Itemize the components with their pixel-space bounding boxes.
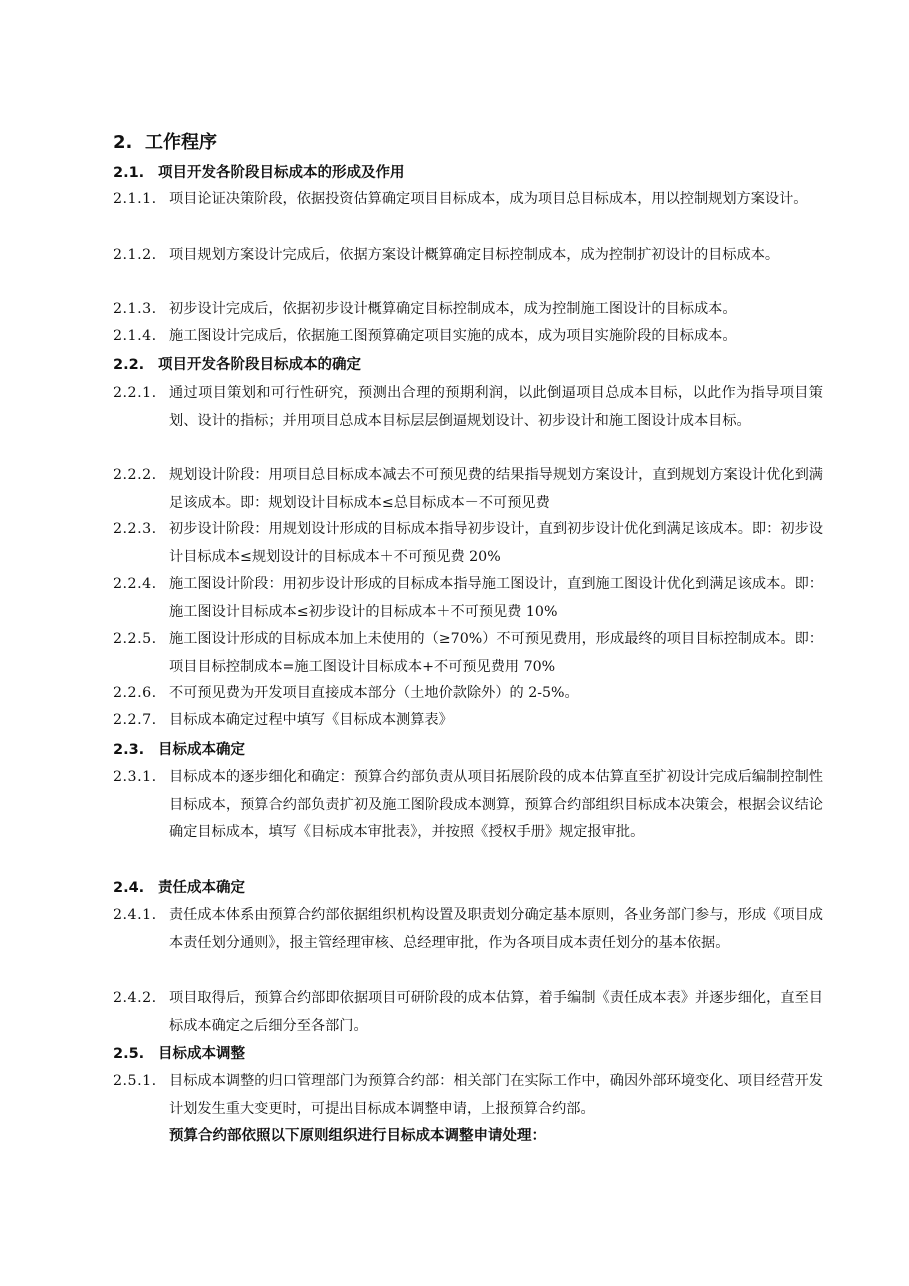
item-number: 2.1.4. xyxy=(113,328,157,344)
list-item-2-2-3 xyxy=(113,516,823,571)
item-number: 2.2.4. xyxy=(113,576,157,592)
item-number: 2.1.2. xyxy=(113,247,157,263)
item-text: 目标成本确定过程中填写《目标成本测算表》 xyxy=(169,712,453,728)
item-text: 目标成本调整的归口管理部门为预算合约部：相关部门在实际工作中，确因外部环境变化、项目经营开发计划发生重大变更时，可提出目标成本调整申请，上报预算合约部。 xyxy=(169,1073,823,1117)
list-item-2-2-7 xyxy=(113,707,823,735)
item-number: 2.2.1. xyxy=(113,385,157,401)
item-number: 2.2.7. xyxy=(113,712,157,728)
list-item-2-5-1 xyxy=(113,1068,823,1123)
item-number: 2.2.6. xyxy=(113,685,157,701)
list-item-2-2-5 xyxy=(113,626,823,681)
list-item-2-4-2 xyxy=(113,985,823,1040)
item-number: 2.4.2. xyxy=(113,990,157,1006)
subsection-title: 目标成本调整 xyxy=(158,1046,245,1062)
list-item-2-1-1 xyxy=(113,186,823,214)
list-item-2-1-4 xyxy=(113,323,823,351)
subsection-title: 项目开发各阶段目标成本的形成及作用 xyxy=(158,165,405,181)
bold-note: 预算合约部依照以下原则组织进行目标成本调整申请处理： xyxy=(169,1128,546,1144)
item-number: 2.1.1. xyxy=(113,191,157,207)
subsection-number: 2.3. xyxy=(113,742,145,758)
item-text: 通过项目策划和可行性研究，预测出合理的预期利润，以此倒逼项目总成本目标，以此作为指导项目策划、设计的指标；并用项目总成本目标层层倒逼规划设计、初步设计和施工图设计成本目标。 xyxy=(169,385,823,429)
item-text: 施工图设计阶段：用初步设计形成的目标成本指导施工图设计，直到施工图设计优化到满足该成本。即：施工图设计目标成本≤初步设计的目标成本＋不可预见费 10% xyxy=(169,576,823,620)
list-item-2-2-2 xyxy=(113,462,823,517)
section-title: 工作程序 xyxy=(145,132,217,153)
subsection-number: 2.5. xyxy=(113,1046,145,1062)
list-item-2-3-1 xyxy=(113,764,823,847)
list-item-2-2-1 xyxy=(113,380,823,435)
item-text: 项目取得后，预算合约部即依据项目可研阶段的成本估算，着手编制《责任成本表》并逐步细化，直至目标成本确定之后细分至各部门。 xyxy=(169,990,823,1034)
subsection-number: 2.4. xyxy=(113,880,145,896)
item-number: 2.2.5. xyxy=(113,631,157,647)
subsection-title: 项目开发各阶段目标成本的确定 xyxy=(158,357,361,373)
item-text: 初步设计完成后，依据初步设计概算确定目标控制成本，成为控制施工图设计的目标成本。 xyxy=(169,301,737,317)
item-text: 项目规划方案设计完成后，依据方案设计概算确定目标控制成本，成为控制扩初设计的目标成本。 xyxy=(169,247,780,263)
subsection-title: 责任成本确定 xyxy=(158,880,245,896)
section-heading xyxy=(113,130,217,156)
item-text: 施工图设计完成后，依据施工图预算确定项目实施的成本，成为项目实施阶段的目标成本。 xyxy=(169,328,737,344)
subsection-heading-2-2 xyxy=(113,354,361,376)
item-text: 项目论证决策阶段，依据投资估算确定项目目标成本，成为项目总目标成本，用以控制规划方案设计。 xyxy=(169,191,808,207)
list-item-2-1-3 xyxy=(113,296,823,324)
section-number: 2. xyxy=(113,132,133,153)
list-item-2-2-6 xyxy=(113,680,823,708)
list-item-2-1-2 xyxy=(113,242,823,270)
subsection-heading-2-4 xyxy=(113,877,245,899)
item-text: 责任成本体系由预算合约部依据组织机构设置及职责划分确定基本原则，各业务部门参与，形成《项目成本责任划分通则》，报主管经理审核、总经理审批，作为各项目成本责任划分的基本依据。 xyxy=(169,907,823,951)
list-item-2-4-1 xyxy=(113,902,823,957)
item-text: 施工图设计形成的目标成本加上未使用的（≥70%）不可预见费用，形成最终的项目目标控制成本。即：项目目标控制成本=施工图设计目标成本+不可预见费用 70% xyxy=(169,631,823,675)
subsection-number: 2.1. xyxy=(113,165,145,181)
subsection-title: 目标成本确定 xyxy=(158,742,245,758)
item-text: 规划设计阶段：用项目总目标成本减去不可预见费的结果指导规划方案设计，直到规划方案设计优化到满足该成本。即：规划设计目标成本≤总目标成本－不可预见费 xyxy=(169,467,823,511)
item-text: 不可预见费为开发项目直接成本部分（土地价款除外）的 2-5%。 xyxy=(169,685,579,701)
subsection-heading-2-1 xyxy=(113,162,405,184)
subsection-heading-2-5 xyxy=(113,1043,245,1065)
item-text: 初步设计阶段：用规划设计形成的目标成本指导初步设计，直到初步设计优化到满足该成本。即：初步设计目标成本≤规划设计的目标成本＋不可预见费 20% xyxy=(169,521,823,565)
subsection-heading-2-3 xyxy=(113,739,245,761)
item-number: 2.4.1. xyxy=(113,907,157,923)
item-number: 2.2.2. xyxy=(113,467,157,483)
item-number: 2.5.1. xyxy=(113,1073,157,1089)
item-number: 2.2.3. xyxy=(113,521,157,537)
item-number: 2.1.3. xyxy=(113,301,157,317)
subsection-number: 2.2. xyxy=(113,357,145,373)
list-item-2-2-4 xyxy=(113,571,823,626)
item-text: 目标成本的逐步细化和确定：预算合约部负责从项目拓展阶段的成本估算直至扩初设计完成后编制控制性目标成本，预算合约部负责扩初及施工图阶段成本测算，预算合约部组织目标成本决策会，根据会议结论确定目标成本，填写《目标成本审批表》，并按照《授权手册》规定报审批。 xyxy=(169,769,823,840)
item-number: 2.3.1. xyxy=(113,769,157,785)
